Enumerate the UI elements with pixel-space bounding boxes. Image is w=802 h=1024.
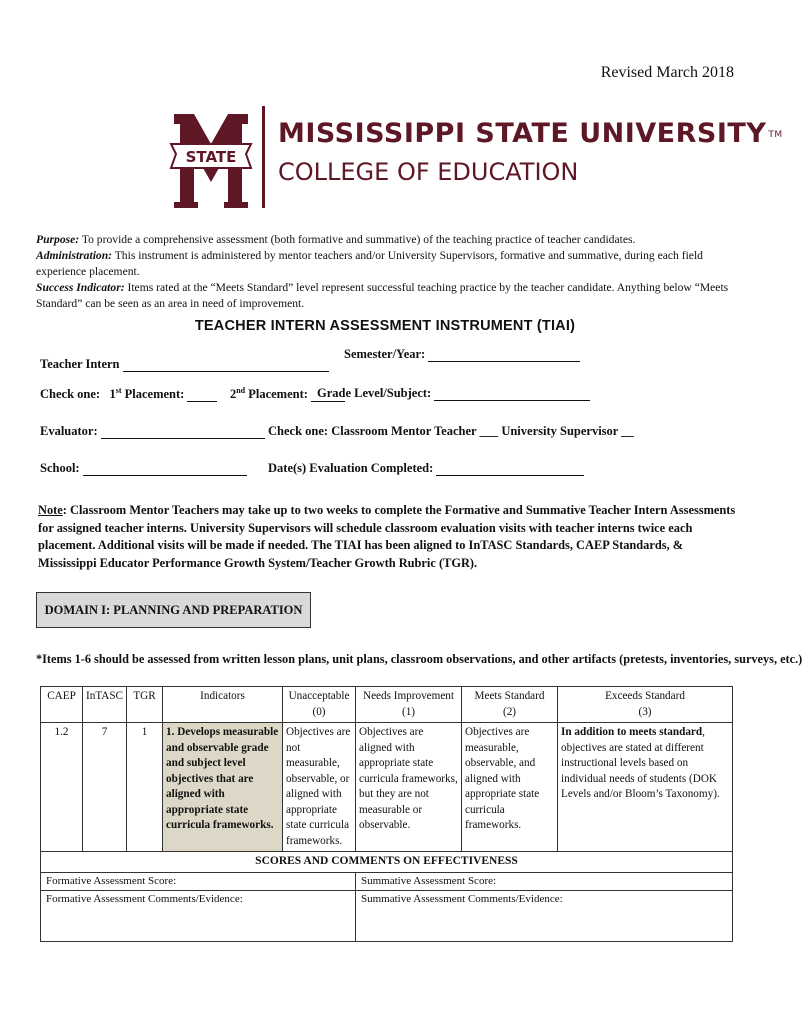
cell-intasc: 7 [83, 723, 127, 852]
cell-unacceptable[interactable]: Objectives are not measurable, observable, or aligned with appropriate state curricula frameworks. [283, 723, 356, 852]
header-caep: CAEP [41, 687, 83, 723]
success-line: Success Indicator: Items rated at the “Meets Standard” level represent successful teaching practice by the teacher candidate. Anything below “Meets Standard” can be seen as an area in need of improvement. [36, 281, 729, 310]
semester-year-blank[interactable] [428, 349, 580, 362]
domain-heading: DOMAIN I: PLANNING AND PREPARATION [36, 592, 311, 628]
grade-level-blank[interactable] [434, 388, 590, 401]
cell-caep: 1.2 [41, 723, 83, 852]
trademark: TM [768, 129, 783, 140]
msu-monogram-icon [170, 104, 252, 210]
evaluator-type-field[interactable]: Check one: Classroom Mentor Teacher ___ University Supervisor __ [268, 424, 634, 438]
teacher-intern-field[interactable]: Teacher Intern [40, 357, 329, 372]
dates-field[interactable]: Date(s) Evaluation Completed: [268, 461, 584, 476]
items-note: *Items 1-6 should be assessed from written lesson plans, unit plans, classroom observations, and other artifacts (pretests, inventories, surveys, etc.) [36, 652, 802, 666]
revised-date: Revised March 2018 [600, 64, 734, 81]
teacher-intern-blank[interactable] [123, 359, 329, 372]
dates-blank[interactable] [436, 463, 584, 476]
header-needs-improvement: Needs Improvement (1) [356, 687, 462, 723]
administration-line: Administration: This instrument is administered by mentor teachers and/or University Supervisors, formative and summative, during each field experience placement. [36, 249, 703, 278]
purpose-line: Purpose: To provide a comprehensive assessment (both formative and summative) of the teaching practice of teacher candidates. [36, 233, 636, 246]
cell-meets-standard[interactable]: Objectives are measurable, observable, and aligned with appropriate state curricula frameworks. [462, 723, 558, 852]
placement-field: Check one: 1st Placement: 2nd Placement: [40, 386, 345, 402]
school-field[interactable]: School: [40, 461, 247, 476]
header-indicators: Indicators [163, 687, 283, 723]
scores-heading-row [41, 852, 733, 873]
header-intasc: InTASC [83, 687, 127, 723]
header-meets-standard: Meets Standard (2) [462, 687, 558, 723]
scores-heading: SCORES AND COMMENTS ON EFFECTIVENESS [41, 852, 733, 873]
school-blank[interactable] [83, 463, 247, 476]
table-header-row [41, 687, 733, 723]
rubric-table [40, 686, 733, 942]
university-name: MISSISSIPPI STATE UNIVERSITY TM [278, 118, 783, 149]
evaluator-field[interactable]: Evaluator: [40, 424, 265, 439]
cell-exceeds-standard[interactable]: In addition to meets standard, objectives are stated at different instructional levels based on individual needs of students (DOK Levels and/or Bloom’s Taxonomy). [558, 723, 733, 852]
summative-comments-field[interactable]: Summative Assessment Comments/Evidence: [356, 891, 733, 942]
intro-text [36, 232, 736, 312]
cell-tgr: 1 [127, 723, 163, 852]
first-placement-blank[interactable] [187, 389, 217, 402]
page-title: TEACHER INTERN ASSESSMENT INSTRUMENT (TIAI) [194, 318, 576, 334]
formative-comments-field[interactable]: Formative Assessment Comments/Evidence: [41, 891, 356, 942]
summative-score-field[interactable]: Summative Assessment Score: [356, 872, 733, 891]
evaluator-blank[interactable] [101, 426, 265, 439]
note-text: Note: Classroom Mentor Teachers may take up to two weeks to complete the Formative and Summative Teacher Intern Assessments for assigned teacher interns. University Supervisors will schedule classroom evaluation visits with teacher interns twice each placement. Additional visits will be made if needed. The TIAI has been aligned to InTASC Standards, CAEP Standards, & Mississippi Educator Performance Growth System/Teacher Growth Rubric (TGR). [38, 503, 736, 570]
header-tgr: TGR [127, 687, 163, 723]
formative-score-field[interactable]: Formative Assessment Score: [41, 872, 356, 891]
comments-row [41, 891, 733, 942]
cell-needs-improvement[interactable]: Objectives are aligned with appropriate state curricula frameworks, but they are not measurable or observable. [356, 723, 462, 852]
header-exceeds-standard: Exceeds Standard (3) [558, 687, 733, 723]
header-unacceptable: Unacceptable (0) [283, 687, 356, 723]
grade-level-field[interactable]: Grade Level/Subject: [317, 386, 590, 401]
college-name: COLLEGE OF EDUCATION [278, 158, 579, 186]
cell-indicator: 1. Develops measurable and observable grade and subject level objectives that are aligned with appropriate state curricula frameworks. [163, 723, 283, 852]
table-row [41, 723, 733, 852]
logo-divider [262, 106, 265, 208]
monogram-text: STATE [185, 148, 237, 166]
msu-logo [170, 104, 783, 212]
score-row [41, 872, 733, 891]
semester-year-field[interactable]: Semester/Year: [344, 347, 580, 362]
